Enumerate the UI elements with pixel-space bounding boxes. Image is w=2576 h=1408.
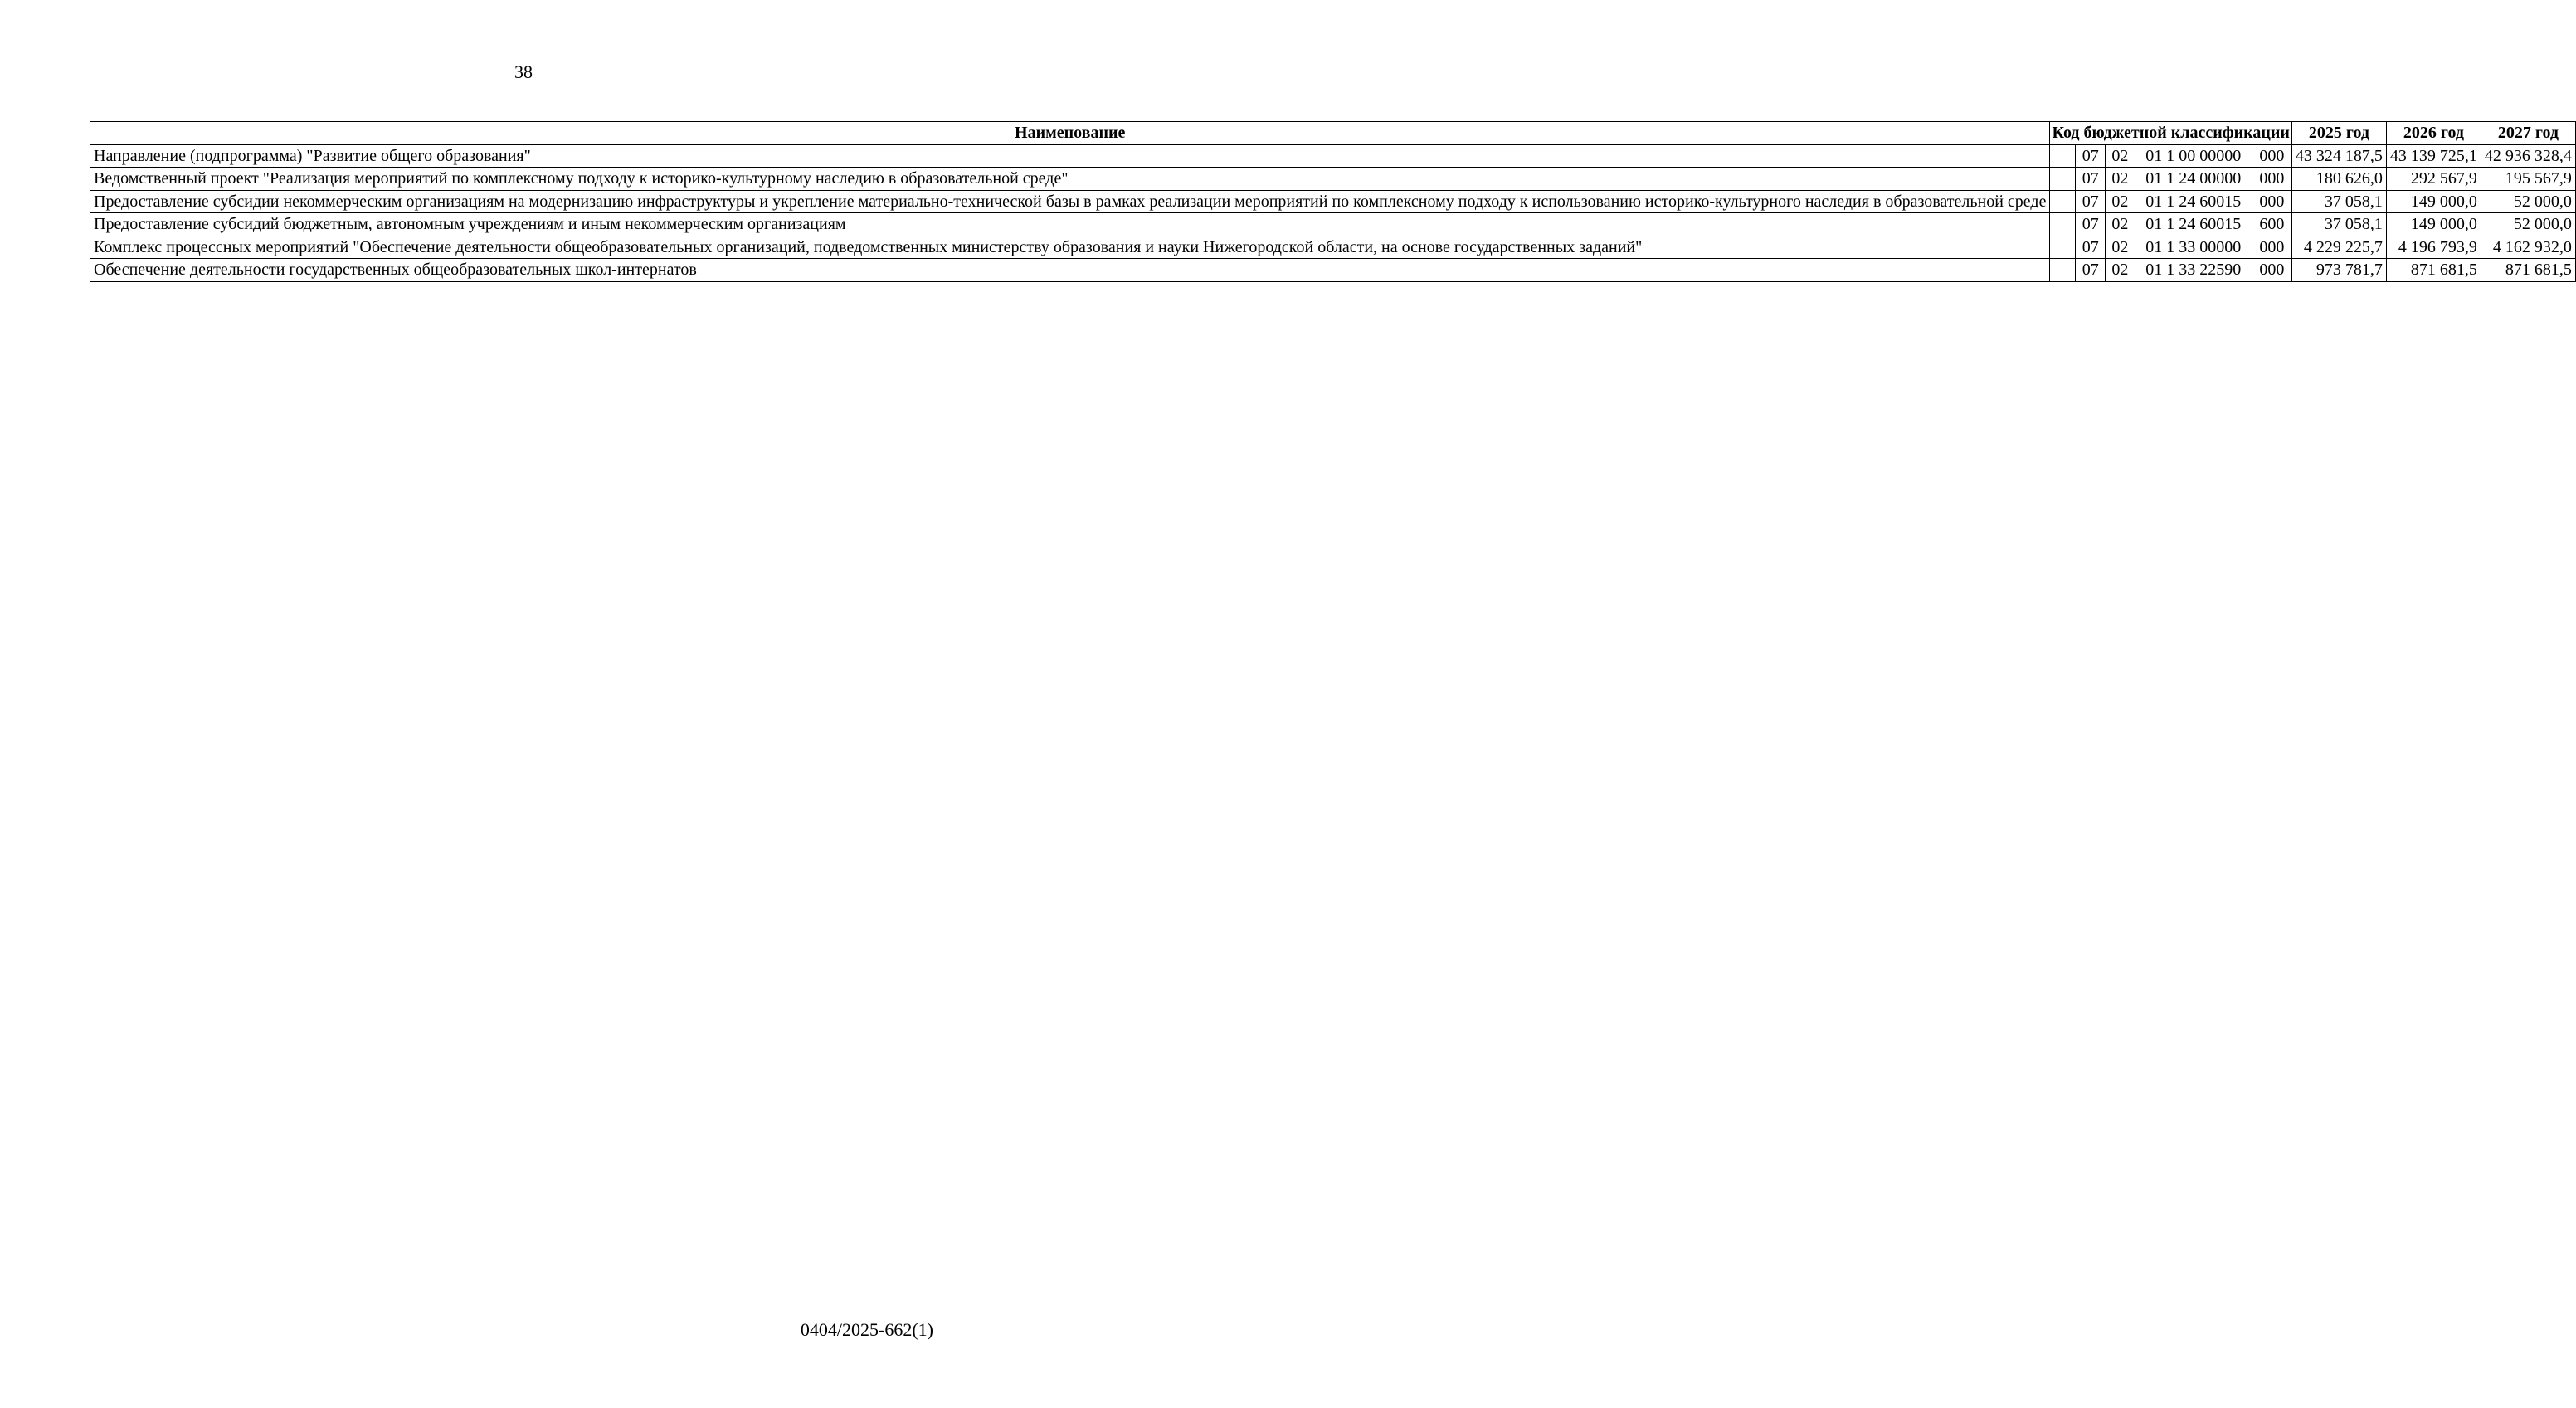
value-2025: 37 058,1	[2291, 190, 2386, 213]
code-cell	[2050, 144, 2076, 168]
document-number: 0404/2025-662(1)	[800, 1319, 933, 1340]
value-2026: 292 567,9	[2386, 168, 2481, 191]
code-subsection: 02	[2106, 213, 2135, 236]
table-row	[90, 144, 2576, 168]
table-row	[90, 213, 2576, 236]
value-2027: 871 681,5	[2481, 259, 2575, 282]
value-2026: 149 000,0	[2386, 190, 2481, 213]
row-name: Предоставление субсидий бюджетным, автономным учреждениям и иным некоммерческим организациям	[90, 213, 2050, 236]
code-cell	[2050, 168, 2076, 191]
code-subsection: 02	[2106, 144, 2135, 168]
code-expense-type: 000	[2252, 236, 2291, 259]
code-target-article: 01 1 00 00000	[2135, 144, 2252, 168]
code-expense-type: 000	[2252, 168, 2291, 191]
header-code: Код бюджетной классификации	[2050, 122, 2291, 145]
value-2025: 43 324 187,5	[2291, 144, 2386, 168]
value-2025: 4 229 225,7	[2291, 236, 2386, 259]
code-subsection: 02	[2106, 236, 2135, 259]
header-2026: 2026 год	[2386, 122, 2481, 145]
value-2025: 973 781,7	[2291, 259, 2386, 282]
row-name: Обеспечение деятельности государственных общеобразовательных школ-интернатов	[90, 259, 2050, 282]
header-2025: 2025 год	[2291, 122, 2386, 145]
header-name: Наименование	[90, 122, 2050, 145]
value-2027: 4 162 932,0	[2481, 236, 2575, 259]
table-row	[90, 236, 2576, 259]
row-name: Ведомственный проект "Реализация мероприятий по комплексному подходу к историко-культурному наследию в образовательной среде"	[90, 168, 2050, 191]
code-subsection: 02	[2106, 168, 2135, 191]
code-section: 07	[2076, 190, 2106, 213]
value-2026: 43 139 725,1	[2386, 144, 2481, 168]
code-section: 07	[2076, 144, 2106, 168]
budget-table	[90, 121, 2576, 282]
code-expense-type: 000	[2252, 190, 2291, 213]
code-section: 07	[2076, 213, 2106, 236]
code-section: 07	[2076, 259, 2106, 282]
table-row	[90, 190, 2576, 213]
table-header-row	[90, 122, 2576, 145]
code-cell	[2050, 236, 2076, 259]
header-2027: 2027 год	[2481, 122, 2575, 145]
page-number: 38	[514, 61, 533, 82]
row-name: Комплекс процессных мероприятий "Обеспечение деятельности общеобразовательных организаций, подведомственных министерству образования и науки Нижегородской области, на основе государственных заданий"	[90, 236, 2050, 259]
code-target-article: 01 1 33 00000	[2135, 236, 2252, 259]
code-target-article: 01 1 24 00000	[2135, 168, 2252, 191]
value-2026: 4 196 793,9	[2386, 236, 2481, 259]
row-name: Направление (подпрограмма) "Развитие общего образования"	[90, 144, 2050, 168]
code-target-article: 01 1 24 60015	[2135, 213, 2252, 236]
value-2025: 37 058,1	[2291, 213, 2386, 236]
code-cell	[2050, 213, 2076, 236]
code-section: 07	[2076, 168, 2106, 191]
value-2026: 871 681,5	[2386, 259, 2481, 282]
code-expense-type: 000	[2252, 144, 2291, 168]
value-2025: 180 626,0	[2291, 168, 2386, 191]
value-2027: 52 000,0	[2481, 213, 2575, 236]
code-target-article: 01 1 33 22590	[2135, 259, 2252, 282]
value-2027: 42 936 328,4	[2481, 144, 2575, 168]
code-expense-type: 000	[2252, 259, 2291, 282]
value-2026: 149 000,0	[2386, 213, 2481, 236]
table-row	[90, 259, 2576, 282]
value-2027: 195 567,9	[2481, 168, 2575, 191]
table-row	[90, 168, 2576, 191]
code-subsection: 02	[2106, 259, 2135, 282]
code-section: 07	[2076, 236, 2106, 259]
code-expense-type: 600	[2252, 213, 2291, 236]
code-target-article: 01 1 24 60015	[2135, 190, 2252, 213]
value-2027: 52 000,0	[2481, 190, 2575, 213]
code-subsection: 02	[2106, 190, 2135, 213]
code-cell	[2050, 190, 2076, 213]
code-cell	[2050, 259, 2076, 282]
row-name: Предоставление субсидии некоммерческим организациям на модернизацию инфраструктуры и укрепление материально-технической базы в рамках реализации мероприятий по комплексному подходу к использованию историко-культурного наследия в образовательной среде	[90, 190, 2050, 213]
